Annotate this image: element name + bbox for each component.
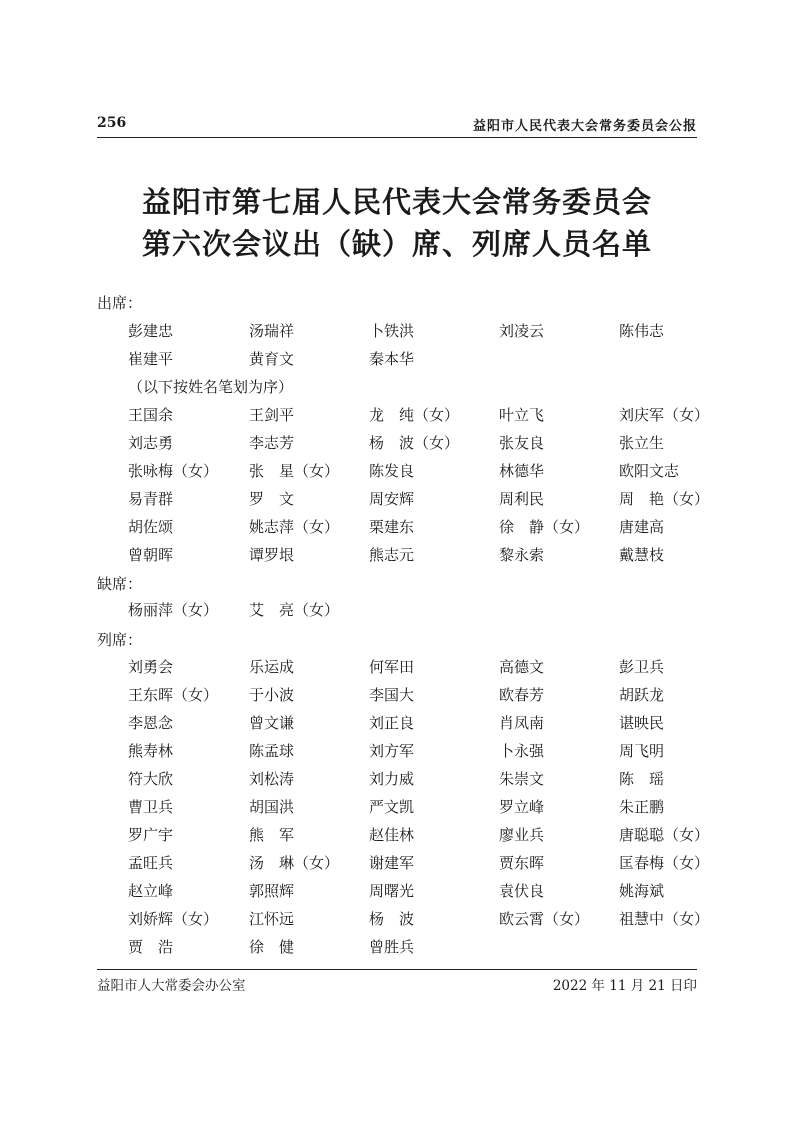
- nonvoting-attendee-name: 高德文: [499, 658, 545, 676]
- nonvoting-attendee-name: 姚海斌: [619, 882, 665, 900]
- nonvoting-attendee-name: 曾文谦: [249, 714, 295, 732]
- attendee-name: 秦本华: [369, 350, 415, 368]
- page-number: 256: [97, 115, 127, 131]
- nonvoting-attendee-name: 李恩念: [128, 714, 174, 732]
- attendee-name: 陈发良: [369, 462, 415, 480]
- footer-date: 2022 年 11 月 21 日印: [552, 978, 697, 994]
- journal-title: 益阳市人民代表大会常务委员会公报: [472, 119, 697, 134]
- nonvoting-attendee-name: 谢建军: [369, 854, 415, 872]
- nonvoting-attendee-name: 汤 琳（女）: [249, 854, 340, 872]
- nonvoting-attendee-name: 陈 瑶: [619, 770, 665, 788]
- attendee-name: 唐建高: [619, 518, 665, 536]
- nonvoting-attendee-name: 谌映民: [619, 714, 665, 732]
- attendee-name: 周安辉: [369, 490, 415, 508]
- attendee-name: 杨 波（女）: [369, 434, 460, 452]
- nonvoting-attendee-row: [128, 656, 728, 680]
- attendee-name: 彭建忠: [128, 322, 174, 340]
- attendee-name: 黎永索: [499, 546, 545, 564]
- nonvoting-attendee-name: 何军田: [369, 658, 415, 676]
- nonvoting-attendee-name: 唐聪聪（女）: [619, 826, 710, 844]
- attendee-name: 陈伟志: [619, 322, 665, 340]
- nonvoting-attendee-name: 赵立峰: [128, 882, 174, 900]
- attendee-name: 龙 纯（女）: [369, 406, 460, 424]
- attendee-row: [128, 320, 728, 344]
- attendee-row: [128, 404, 728, 428]
- nonvoting-attendee-name: 王东晖（女）: [128, 686, 219, 704]
- ordering-note: （以下按姓名笔划为序）: [128, 378, 294, 396]
- attendee-name: 谭罗垠: [249, 546, 295, 564]
- nonvoting-attendee-name: 刘娇辉（女）: [128, 910, 219, 928]
- attendee-name: 易青群: [128, 490, 174, 508]
- attendee-row: [128, 488, 728, 512]
- nonvoting-attendee-row: [128, 684, 728, 708]
- nonvoting-attendee-row: [128, 880, 728, 904]
- nonvoting-attendee-name: 杨 波: [369, 910, 415, 928]
- nonvoting-attendee-name: 刘方军: [369, 742, 415, 760]
- attendee-name: 姚志萍（女）: [249, 518, 340, 536]
- section-label-attendance: 出席：: [97, 294, 143, 312]
- absentee-name: 杨丽萍（女）: [128, 601, 219, 619]
- absentee-row: [128, 599, 728, 623]
- nonvoting-attendee-name: 卜永强: [499, 742, 545, 760]
- nonvoting-attendee-name: 胡跃龙: [619, 686, 665, 704]
- nonvoting-attendee-name: 罗立峰: [499, 798, 545, 816]
- nonvoting-attendee-name: 徐 健: [249, 938, 295, 956]
- attendee-name: 曾朝晖: [128, 546, 174, 564]
- section-label-nonvoting: 列席：: [97, 631, 143, 649]
- attendee-name: 戴慧枝: [619, 546, 665, 564]
- attendee-name: 周利民: [499, 490, 545, 508]
- nonvoting-attendee-name: 严文凯: [369, 798, 415, 816]
- attendee-name: 熊志元: [369, 546, 415, 564]
- nonvoting-attendee-name: 周飞明: [619, 742, 665, 760]
- footer-issuer: 益阳市人大常委会办公室: [97, 978, 246, 994]
- header-rule: [97, 137, 697, 138]
- nonvoting-attendee-name: 欧春芳: [499, 686, 545, 704]
- attendee-name: 周 艳（女）: [619, 490, 710, 508]
- nonvoting-attendee-row: [128, 712, 728, 736]
- attendee-name: 徐 静（女）: [499, 518, 590, 536]
- attendee-row: [128, 460, 728, 484]
- attendee-name: 崔建平: [128, 350, 174, 368]
- nonvoting-attendee-row: [128, 768, 728, 792]
- nonvoting-attendee-name: 于小波: [249, 686, 295, 704]
- nonvoting-attendee-name: 曾胜兵: [369, 938, 415, 956]
- attendee-name: 罗 文: [249, 490, 295, 508]
- nonvoting-attendee-name: 袁伏良: [499, 882, 545, 900]
- attendee-row: [128, 432, 728, 456]
- nonvoting-attendee-name: 李国大: [369, 686, 415, 704]
- attendee-name: 林德华: [499, 462, 545, 480]
- nonvoting-attendee-name: 彭卫兵: [619, 658, 665, 676]
- nonvoting-attendee-name: 郭照辉: [249, 882, 295, 900]
- nonvoting-attendee-name: 刘正良: [369, 714, 415, 732]
- attendee-name: 黄育文: [249, 350, 295, 368]
- nonvoting-attendee-name: 朱正鹏: [619, 798, 665, 816]
- nonvoting-attendee-name: 祖慧中（女）: [619, 910, 710, 928]
- attendee-name: 张立生: [619, 434, 665, 452]
- attendee-name: 李志芳: [249, 434, 295, 452]
- attendee-name: 王剑平: [249, 406, 295, 424]
- attendee-name: 刘庆军（女）: [619, 406, 710, 424]
- attendee-name: 刘志勇: [128, 434, 174, 452]
- document-title-line-2: 第六次会议出（缺）席、列席人员名单: [141, 227, 652, 261]
- attendee-name: 张 星（女）: [249, 462, 340, 480]
- nonvoting-attendee-name: 廖业兵: [499, 826, 545, 844]
- nonvoting-attendee-name: 江怀远: [249, 910, 295, 928]
- nonvoting-attendee-name: 符大欣: [128, 770, 174, 788]
- attendee-name: 卜铁洪: [369, 322, 415, 340]
- attendee-name: 栗建东: [369, 518, 415, 536]
- absentee-name: 艾 亮（女）: [249, 601, 340, 619]
- attendee-name: 胡佐颂: [128, 518, 174, 536]
- attendee-name: 汤瑞祥: [249, 322, 295, 340]
- nonvoting-attendee-name: 贾 浩: [128, 938, 174, 956]
- nonvoting-attendee-name: 欧云霄（女）: [499, 910, 590, 928]
- nonvoting-attendee-row: [128, 824, 728, 848]
- nonvoting-attendee-name: 乐运成: [249, 658, 295, 676]
- nonvoting-attendee-name: 刘松涛: [249, 770, 295, 788]
- nonvoting-attendee-name: 曹卫兵: [128, 798, 174, 816]
- nonvoting-attendee-row: [128, 936, 728, 960]
- section-label-absent: 缺席：: [97, 575, 143, 593]
- nonvoting-attendee-name: 赵佳林: [369, 826, 415, 844]
- nonvoting-attendee-name: 贾东晖: [499, 854, 545, 872]
- attendee-name: 叶立飞: [499, 406, 545, 424]
- document-title-line-1: 益阳市第七届人民代表大会常务委员会: [141, 185, 652, 219]
- nonvoting-attendee-row: [128, 796, 728, 820]
- nonvoting-attendee-name: 周曙光: [369, 882, 415, 900]
- attendee-name: 刘凌云: [499, 322, 545, 340]
- attendee-name: 张友良: [499, 434, 545, 452]
- nonvoting-attendee-name: 朱崇文: [499, 770, 545, 788]
- nonvoting-attendee-name: 肖凤南: [499, 714, 545, 732]
- nonvoting-attendee-name: 孟旺兵: [128, 854, 174, 872]
- nonvoting-attendee-row: [128, 852, 728, 876]
- nonvoting-attendee-row: [128, 740, 728, 764]
- nonvoting-attendee-name: 匡春梅（女）: [619, 854, 710, 872]
- nonvoting-attendee-name: 胡国洪: [249, 798, 295, 816]
- nonvoting-attendee-name: 陈孟球: [249, 742, 295, 760]
- nonvoting-attendee-name: 刘勇会: [128, 658, 174, 676]
- attendee-row: [128, 348, 728, 372]
- attendee-row: [128, 544, 728, 568]
- nonvoting-attendee-row: [128, 908, 728, 932]
- nonvoting-attendee-name: 熊寿林: [128, 742, 174, 760]
- nonvoting-attendee-name: 罗广宇: [128, 826, 174, 844]
- footer-rule: [97, 969, 697, 970]
- attendee-name: 王国余: [128, 406, 174, 424]
- attendee-name: 张咏梅（女）: [128, 462, 219, 480]
- page-header: [97, 113, 697, 135]
- nonvoting-attendee-name: 刘力威: [369, 770, 415, 788]
- nonvoting-attendee-name: 熊 军: [249, 826, 295, 844]
- attendee-name: 欧阳文志: [619, 462, 680, 480]
- attendee-row: [128, 516, 728, 540]
